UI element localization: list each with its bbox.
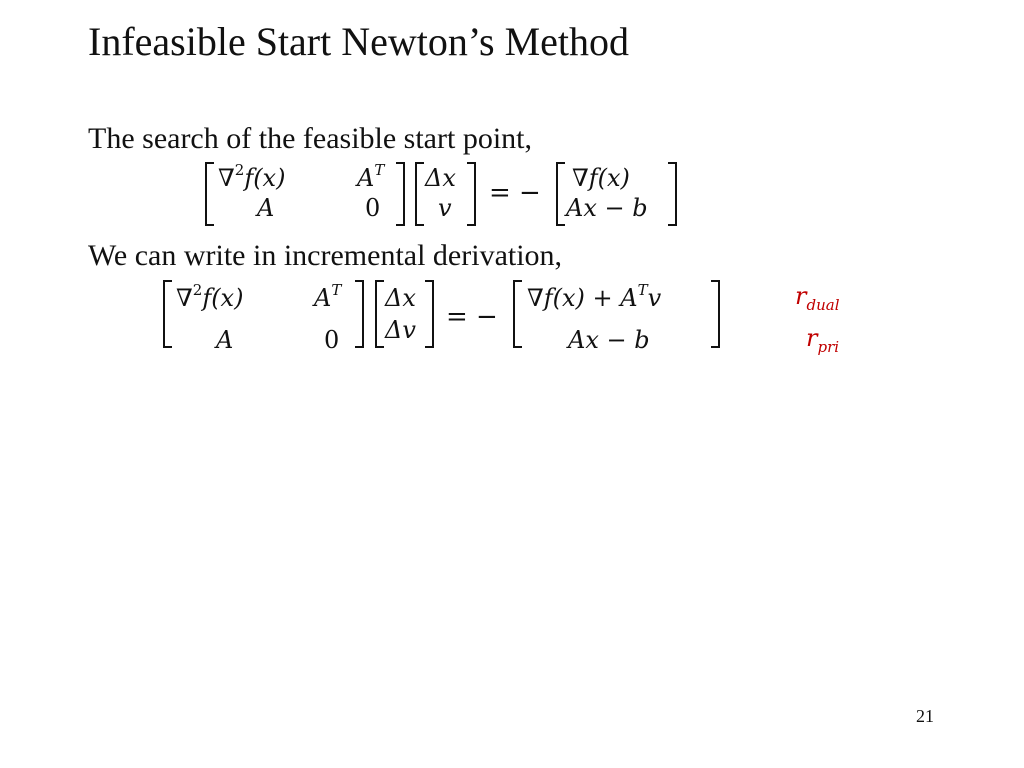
slide-title: Infeasible Start Newton’s Method bbox=[88, 19, 629, 64]
rhs-left-bracket bbox=[513, 280, 522, 348]
rhs-entry-dual-residual: $\nabla f(x) + A^Tv$ bbox=[527, 281, 662, 312]
rhs-right-bracket bbox=[711, 280, 720, 348]
matrix-left-bracket bbox=[205, 162, 214, 226]
rhs-entry-gradient: ∇f(x) bbox=[572, 164, 630, 192]
equals-minus-sign: = − bbox=[446, 302, 498, 332]
vector-left-bracket bbox=[415, 162, 424, 226]
matrix-left-bracket bbox=[163, 280, 172, 348]
vector-left-bracket bbox=[375, 280, 384, 348]
matrix-entry-zero: 0 bbox=[365, 194, 381, 222]
matrix-entry-a: A bbox=[257, 194, 275, 222]
matrix-right-bracket bbox=[396, 162, 405, 226]
vector-right-bracket bbox=[425, 280, 434, 348]
vector-entry-delta-x: Δx bbox=[385, 284, 416, 312]
matrix-entry-hessian: ∇$^2$f(x) bbox=[218, 161, 286, 192]
vector-entry-delta-x: Δx bbox=[425, 164, 456, 192]
rhs-right-bracket bbox=[668, 162, 677, 226]
label-r-pri: $r_{pri}$ bbox=[806, 324, 840, 356]
equation-incremental bbox=[0, 280, 1024, 356]
equation-feasible-start bbox=[0, 162, 1024, 226]
intro-line-incremental: We can write in incremental derivation, bbox=[88, 239, 563, 272]
vector-entry-delta-v: Δv bbox=[385, 316, 416, 344]
matrix-right-bracket bbox=[355, 280, 364, 348]
matrix-entry-a-transpose: $A^T$ bbox=[357, 161, 385, 192]
intro-line-feasible-start: The search of the feasible start point, bbox=[88, 122, 532, 155]
vector-right-bracket bbox=[467, 162, 476, 226]
equals-minus-sign: = − bbox=[489, 178, 541, 208]
rhs-entry-ax-minus-b: Ax − b bbox=[566, 194, 648, 222]
matrix-entry-a-transpose: $A^T$ bbox=[314, 281, 342, 312]
page-number: 21 bbox=[916, 706, 934, 726]
rhs-left-bracket bbox=[556, 162, 565, 226]
vector-entry-v: v bbox=[438, 194, 452, 222]
rhs-entry-ax-minus-b: Ax − b bbox=[568, 326, 650, 354]
label-r-dual: $r_{dual}$ bbox=[795, 282, 840, 314]
matrix-entry-zero: 0 bbox=[324, 326, 340, 354]
matrix-entry-a: A bbox=[216, 326, 234, 354]
matrix-entry-hessian: ∇$^2$f(x) bbox=[176, 281, 244, 312]
